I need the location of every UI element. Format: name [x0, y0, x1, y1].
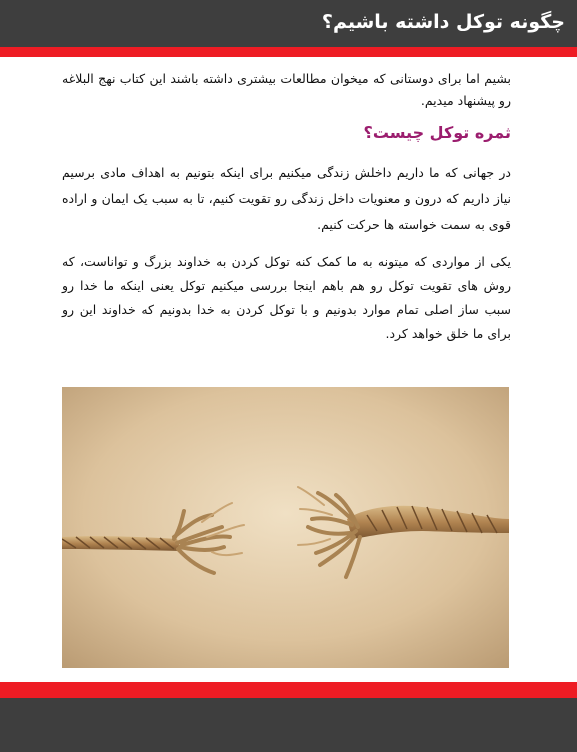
body-paragraph-1: در جهانی که ما داریم داخلش زندگی میکنیم برای اینکه بتونیم به اهداف مادی برسیم نیاز داریم که درون و معنویات داخل زندگی رو تقویت کنیم، تا به سبب یک ایمان و اراده قوی به سمت خواسته ها حرکت کنیم.: [62, 165, 511, 232]
body-paragraph-2: یکی از مواردی که میتونه به ما کمک کنه توکل کردن به خداوند بزرگ و تواناست، که روش های تقویت توکل رو هم باهم اینجا بررسی میکنیم توکل یعنی اینکه ما خدا رو سبب ساز اصلی تمام موارد بدونیم و با توکل کردن به خدا بدونیم که خداوند این رو برای ما خلق خواهد کرد.: [62, 254, 511, 341]
page-header: [0, 0, 577, 47]
section-heading: ثمره توکل چیست؟: [363, 123, 511, 142]
article-body: [62, 68, 511, 346]
intro-paragraph: بشیم اما برای دوستانی که میخوان مطالعات بیشتری داشته باشند این کتاب نهج البلاغه رو پیشنهاد میدیم.: [62, 71, 511, 108]
breaking-rope-image: [62, 387, 509, 668]
footer-accent-stripe: [0, 682, 577, 698]
page-footer: [0, 698, 577, 752]
header-accent-stripe: [0, 47, 577, 57]
page-title: چگونه توکل داشته باشیم؟: [321, 11, 565, 33]
